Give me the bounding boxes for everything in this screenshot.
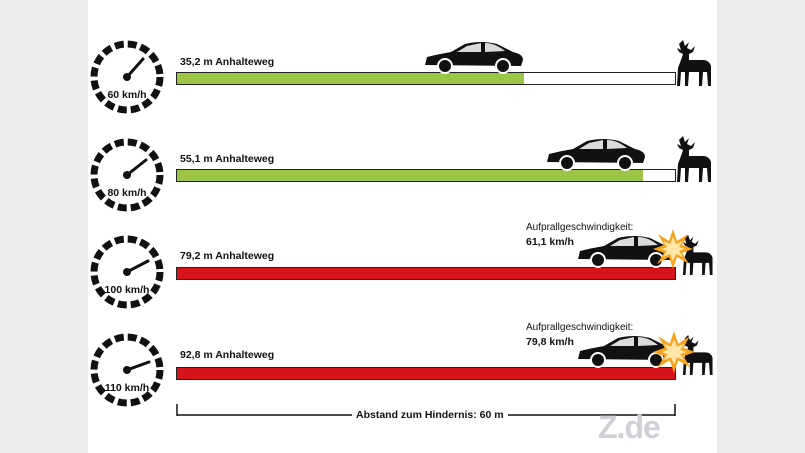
stopping-distance-label: 35,2 m Anhalteweg [180,56,275,68]
stopping-distance-label: 79,2 m Anhalteweg [180,250,275,262]
distance-bar [176,267,676,280]
stopping-distance-label: 55,1 m Anhalteweg [180,153,275,165]
speed-label: 80 km/h [107,187,147,199]
car-icon [543,137,647,171]
watermark: Z.de [598,409,660,445]
obstacle-distance-label: Abstand zum Hindernis: 60 m [352,409,508,421]
speed-label: 60 km/h [107,89,147,101]
impact-speed-value: 61,1 km/h [526,236,574,248]
stopping-distance-label: 92,8 m Anhalteweg [180,349,275,361]
collision-burst-icon [652,330,696,374]
deer-icon [669,134,715,184]
impact-speed-value: 79,8 km/h [526,336,574,348]
speedometer-icon [90,138,164,212]
distance-bar [176,367,676,380]
collision-burst-icon [652,228,694,270]
speedometer-icon [90,235,164,309]
distance-bar-fill [177,268,675,279]
impact-speed-title: Aufprallgeschwindigkeit: [526,222,634,233]
distance-bar-fill [177,170,643,181]
distance-bar-fill [177,368,675,379]
speedometer-icon [90,333,164,407]
speed-label: 100 km/h [104,284,150,296]
impact-speed-title: Aufprallgeschwindigkeit: [526,322,634,333]
speed-label: 110 km/h [104,382,150,394]
